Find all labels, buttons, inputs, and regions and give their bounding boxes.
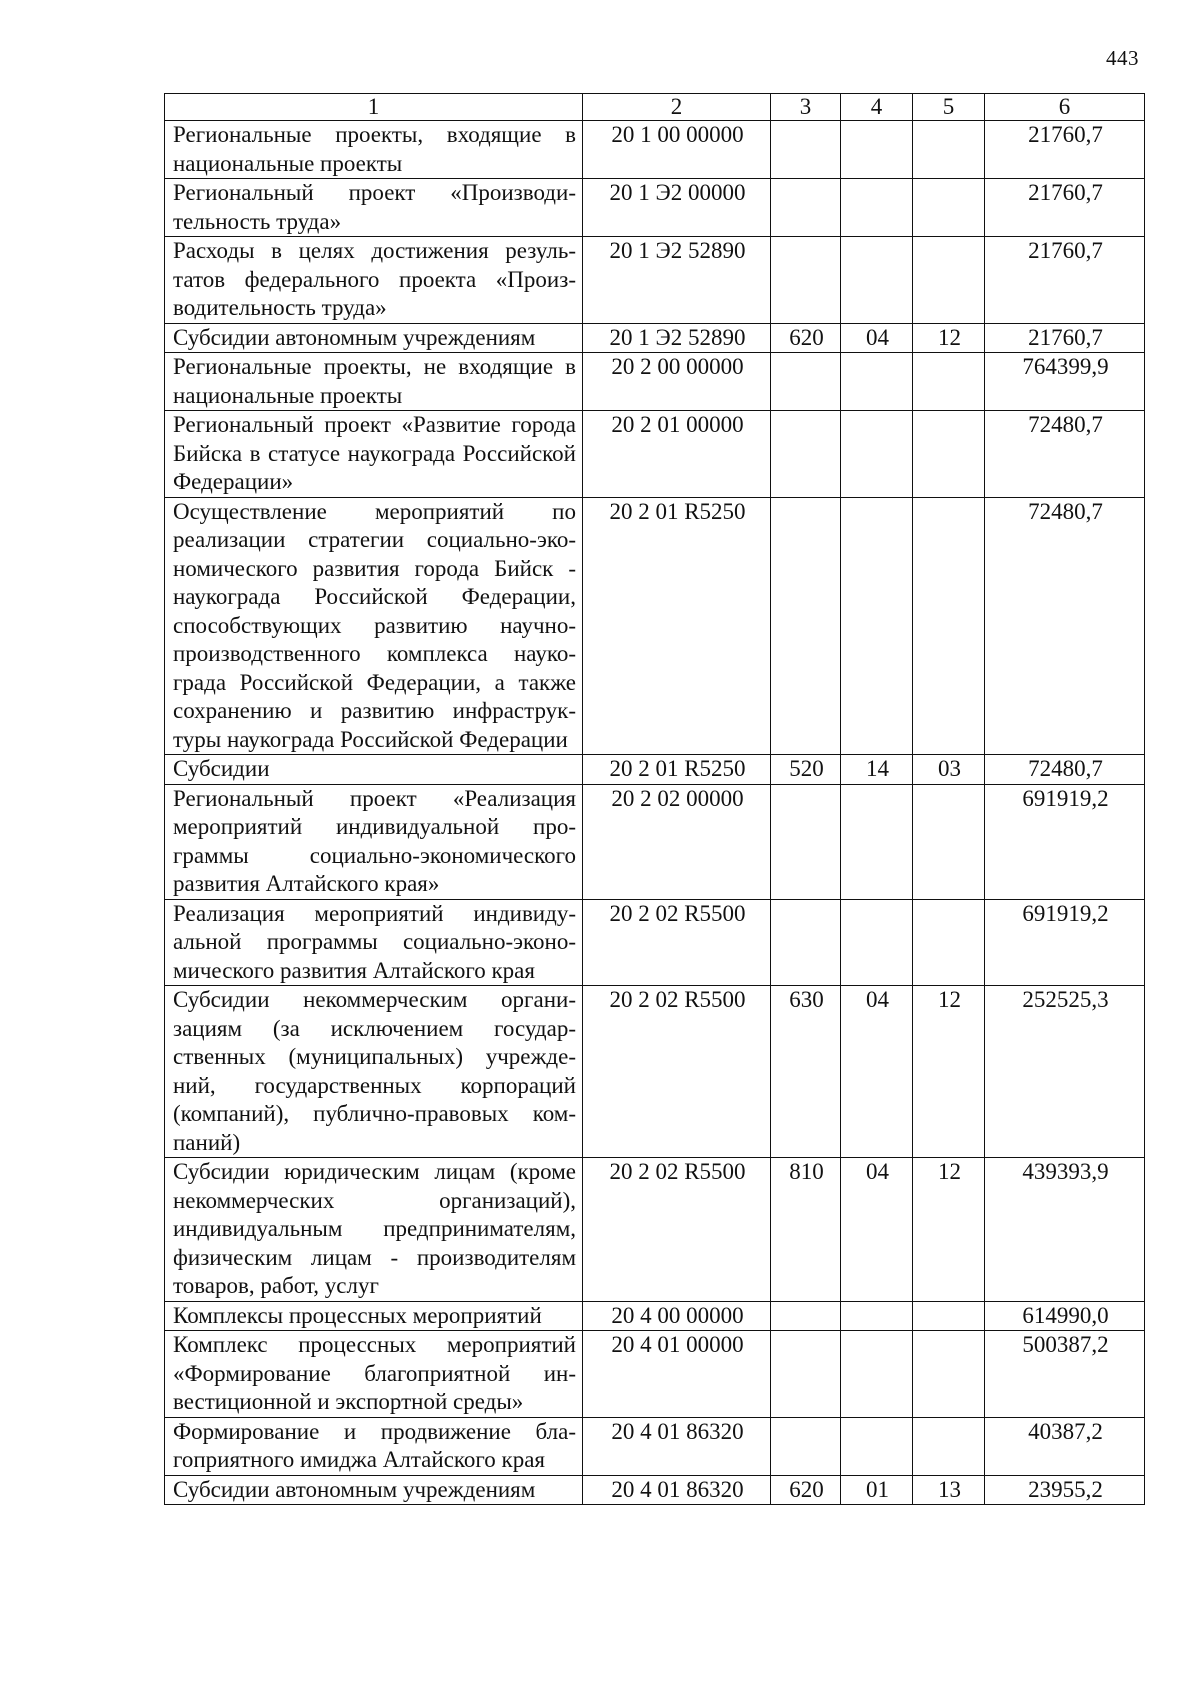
cell-name: Субсидии юридическим лицам (кроме некоммерческих организаций), индивидуальным предпринимателям, физическим лицам - производителям товаров, работ, услуг: [165, 1158, 583, 1302]
cell-code: 20 1 Э2 52890: [583, 237, 771, 324]
table-row: [165, 1331, 1145, 1418]
table-row: [165, 1301, 1145, 1331]
cell-name: Субсидии автономным учреждениям: [165, 1475, 583, 1505]
cell-amount: 21760,7: [985, 237, 1145, 324]
cell-code: 20 1 Э2 00000: [583, 179, 771, 237]
cell-name: Комплексы процессных мероприятий: [165, 1301, 583, 1331]
cell-amount: 72480,7: [985, 497, 1145, 755]
cell-c5: 12: [913, 323, 985, 353]
table-row: [165, 1158, 1145, 1302]
cell-c3: [771, 1417, 841, 1475]
cell-c3: 630: [771, 986, 841, 1158]
cell-c3: [771, 1331, 841, 1418]
cell-c5: [913, 179, 985, 237]
cell-code: 20 2 00 00000: [583, 353, 771, 411]
cell-c3: 520: [771, 755, 841, 785]
cell-name: Региональный проект «Производительность труда»: [165, 179, 583, 237]
cell-name: Региональные проекты, не входящие в национальные проекты: [165, 353, 583, 411]
cell-code: 20 2 02 R5500: [583, 899, 771, 986]
table-row: [165, 1417, 1145, 1475]
cell-code: 20 1 Э2 52890: [583, 323, 771, 353]
cell-code: 20 2 01 R5250: [583, 497, 771, 755]
column-header: 5: [913, 94, 985, 121]
cell-name: Комплекс процессных мероприятий «Формирование благоприятной инвестиционной и экспортной среды»: [165, 1331, 583, 1418]
cell-c4: [841, 899, 913, 986]
cell-c4: 14: [841, 755, 913, 785]
table-row: [165, 784, 1145, 899]
cell-amount: 691919,2: [985, 784, 1145, 899]
cell-c5: [913, 899, 985, 986]
cell-c3: 620: [771, 323, 841, 353]
cell-amount: 72480,7: [985, 411, 1145, 498]
cell-code: 20 4 00 00000: [583, 1301, 771, 1331]
cell-name: Региональные проекты, входящие в национальные проекты: [165, 121, 583, 179]
cell-c5: 13: [913, 1475, 985, 1505]
cell-c4: 04: [841, 323, 913, 353]
cell-c5: 03: [913, 755, 985, 785]
table-row: [165, 179, 1145, 237]
header-row: [165, 94, 1145, 121]
cell-c5: [913, 497, 985, 755]
cell-c5: [913, 1331, 985, 1418]
cell-c5: [913, 411, 985, 498]
table-row: [165, 237, 1145, 324]
cell-c4: 01: [841, 1475, 913, 1505]
cell-code: 20 2 02 R5500: [583, 986, 771, 1158]
column-header: 1: [165, 94, 583, 121]
cell-code: 20 2 02 R5500: [583, 1158, 771, 1302]
cell-amount: 23955,2: [985, 1475, 1145, 1505]
cell-amount: 691919,2: [985, 899, 1145, 986]
cell-c3: [771, 353, 841, 411]
cell-name: Осуществление мероприятий по реализации стратегии социально-экономического развития города Бийск - наукограда Российской Федерации, способствующих развитию научно-производственного комплекса наукограда Российской Федерации, а также сохранению и развитию инфраструктуры наукограда Российской Федерации: [165, 497, 583, 755]
cell-code: 20 2 01 R5250: [583, 755, 771, 785]
cell-c5: [913, 237, 985, 324]
cell-name: Региональный проект «Реализация мероприятий индивидуальной программы социально-экономического развития Алтайского края»: [165, 784, 583, 899]
cell-c3: [771, 497, 841, 755]
cell-c4: [841, 1331, 913, 1418]
cell-c3: [771, 121, 841, 179]
cell-name: Субсидии: [165, 755, 583, 785]
cell-c5: [913, 1417, 985, 1475]
table-row: [165, 1475, 1145, 1505]
cell-c5: 12: [913, 986, 985, 1158]
cell-c3: 620: [771, 1475, 841, 1505]
cell-c4: [841, 411, 913, 498]
cell-c5: 12: [913, 1158, 985, 1302]
cell-c5: [913, 1301, 985, 1331]
cell-c4: [841, 1301, 913, 1331]
cell-c4: [841, 1417, 913, 1475]
cell-c4: [841, 121, 913, 179]
cell-c3: [771, 237, 841, 324]
cell-amount: 614990,0: [985, 1301, 1145, 1331]
budget-table: [164, 93, 1145, 1505]
cell-c5: [913, 353, 985, 411]
table-row: [165, 121, 1145, 179]
cell-name: Реализация мероприятий индивидуальной программы социально-экономического развития Алтайского края: [165, 899, 583, 986]
cell-amount: 500387,2: [985, 1331, 1145, 1418]
cell-code: 20 2 01 00000: [583, 411, 771, 498]
table-row: [165, 755, 1145, 785]
table-row: [165, 323, 1145, 353]
cell-c4: [841, 179, 913, 237]
cell-name: Региональный проект «Развитие города Бийска в статусе наукограда Российской Федерации»: [165, 411, 583, 498]
cell-c4: [841, 497, 913, 755]
column-header: 6: [985, 94, 1145, 121]
cell-code: 20 4 01 86320: [583, 1475, 771, 1505]
cell-c4: [841, 784, 913, 899]
cell-name: Субсидии автономным учреждениям: [165, 323, 583, 353]
cell-c5: [913, 121, 985, 179]
cell-name: Субсидии некоммерческим организациям (за исключением государственных (муниципальных) учреждений, государственных корпораций (компаний), публично-правовых компаний): [165, 986, 583, 1158]
table-row: [165, 899, 1145, 986]
table-row: [165, 411, 1145, 498]
cell-amount: 21760,7: [985, 179, 1145, 237]
cell-name: Расходы в целях достижения результатов федерального проекта «Производительность труда»: [165, 237, 583, 324]
cell-amount: 439393,9: [985, 1158, 1145, 1302]
cell-c3: [771, 179, 841, 237]
cell-amount: 252525,3: [985, 986, 1145, 1158]
table-row: [165, 353, 1145, 411]
cell-c4: [841, 353, 913, 411]
cell-code: 20 2 02 00000: [583, 784, 771, 899]
column-header: 2: [583, 94, 771, 121]
cell-c3: [771, 411, 841, 498]
cell-amount: 72480,7: [985, 755, 1145, 785]
cell-c3: [771, 1301, 841, 1331]
table-body: [165, 121, 1145, 1505]
cell-c4: 04: [841, 986, 913, 1158]
cell-c3: [771, 899, 841, 986]
cell-code: 20 1 00 00000: [583, 121, 771, 179]
cell-amount: 21760,7: [985, 323, 1145, 353]
cell-code: 20 4 01 00000: [583, 1331, 771, 1418]
page-number: 443: [1106, 46, 1139, 70]
cell-c4: 04: [841, 1158, 913, 1302]
cell-code: 20 4 01 86320: [583, 1417, 771, 1475]
cell-c3: 810: [771, 1158, 841, 1302]
table-row: [165, 986, 1145, 1158]
cell-name: Формирование и продвижение благоприятного имиджа Алтайского края: [165, 1417, 583, 1475]
cell-c3: [771, 784, 841, 899]
cell-amount: 21760,7: [985, 121, 1145, 179]
cell-amount: 764399,9: [985, 353, 1145, 411]
table-row: [165, 497, 1145, 755]
cell-c5: [913, 784, 985, 899]
cell-c4: [841, 237, 913, 324]
cell-amount: 40387,2: [985, 1417, 1145, 1475]
column-header: 3: [771, 94, 841, 121]
column-header: 4: [841, 94, 913, 121]
